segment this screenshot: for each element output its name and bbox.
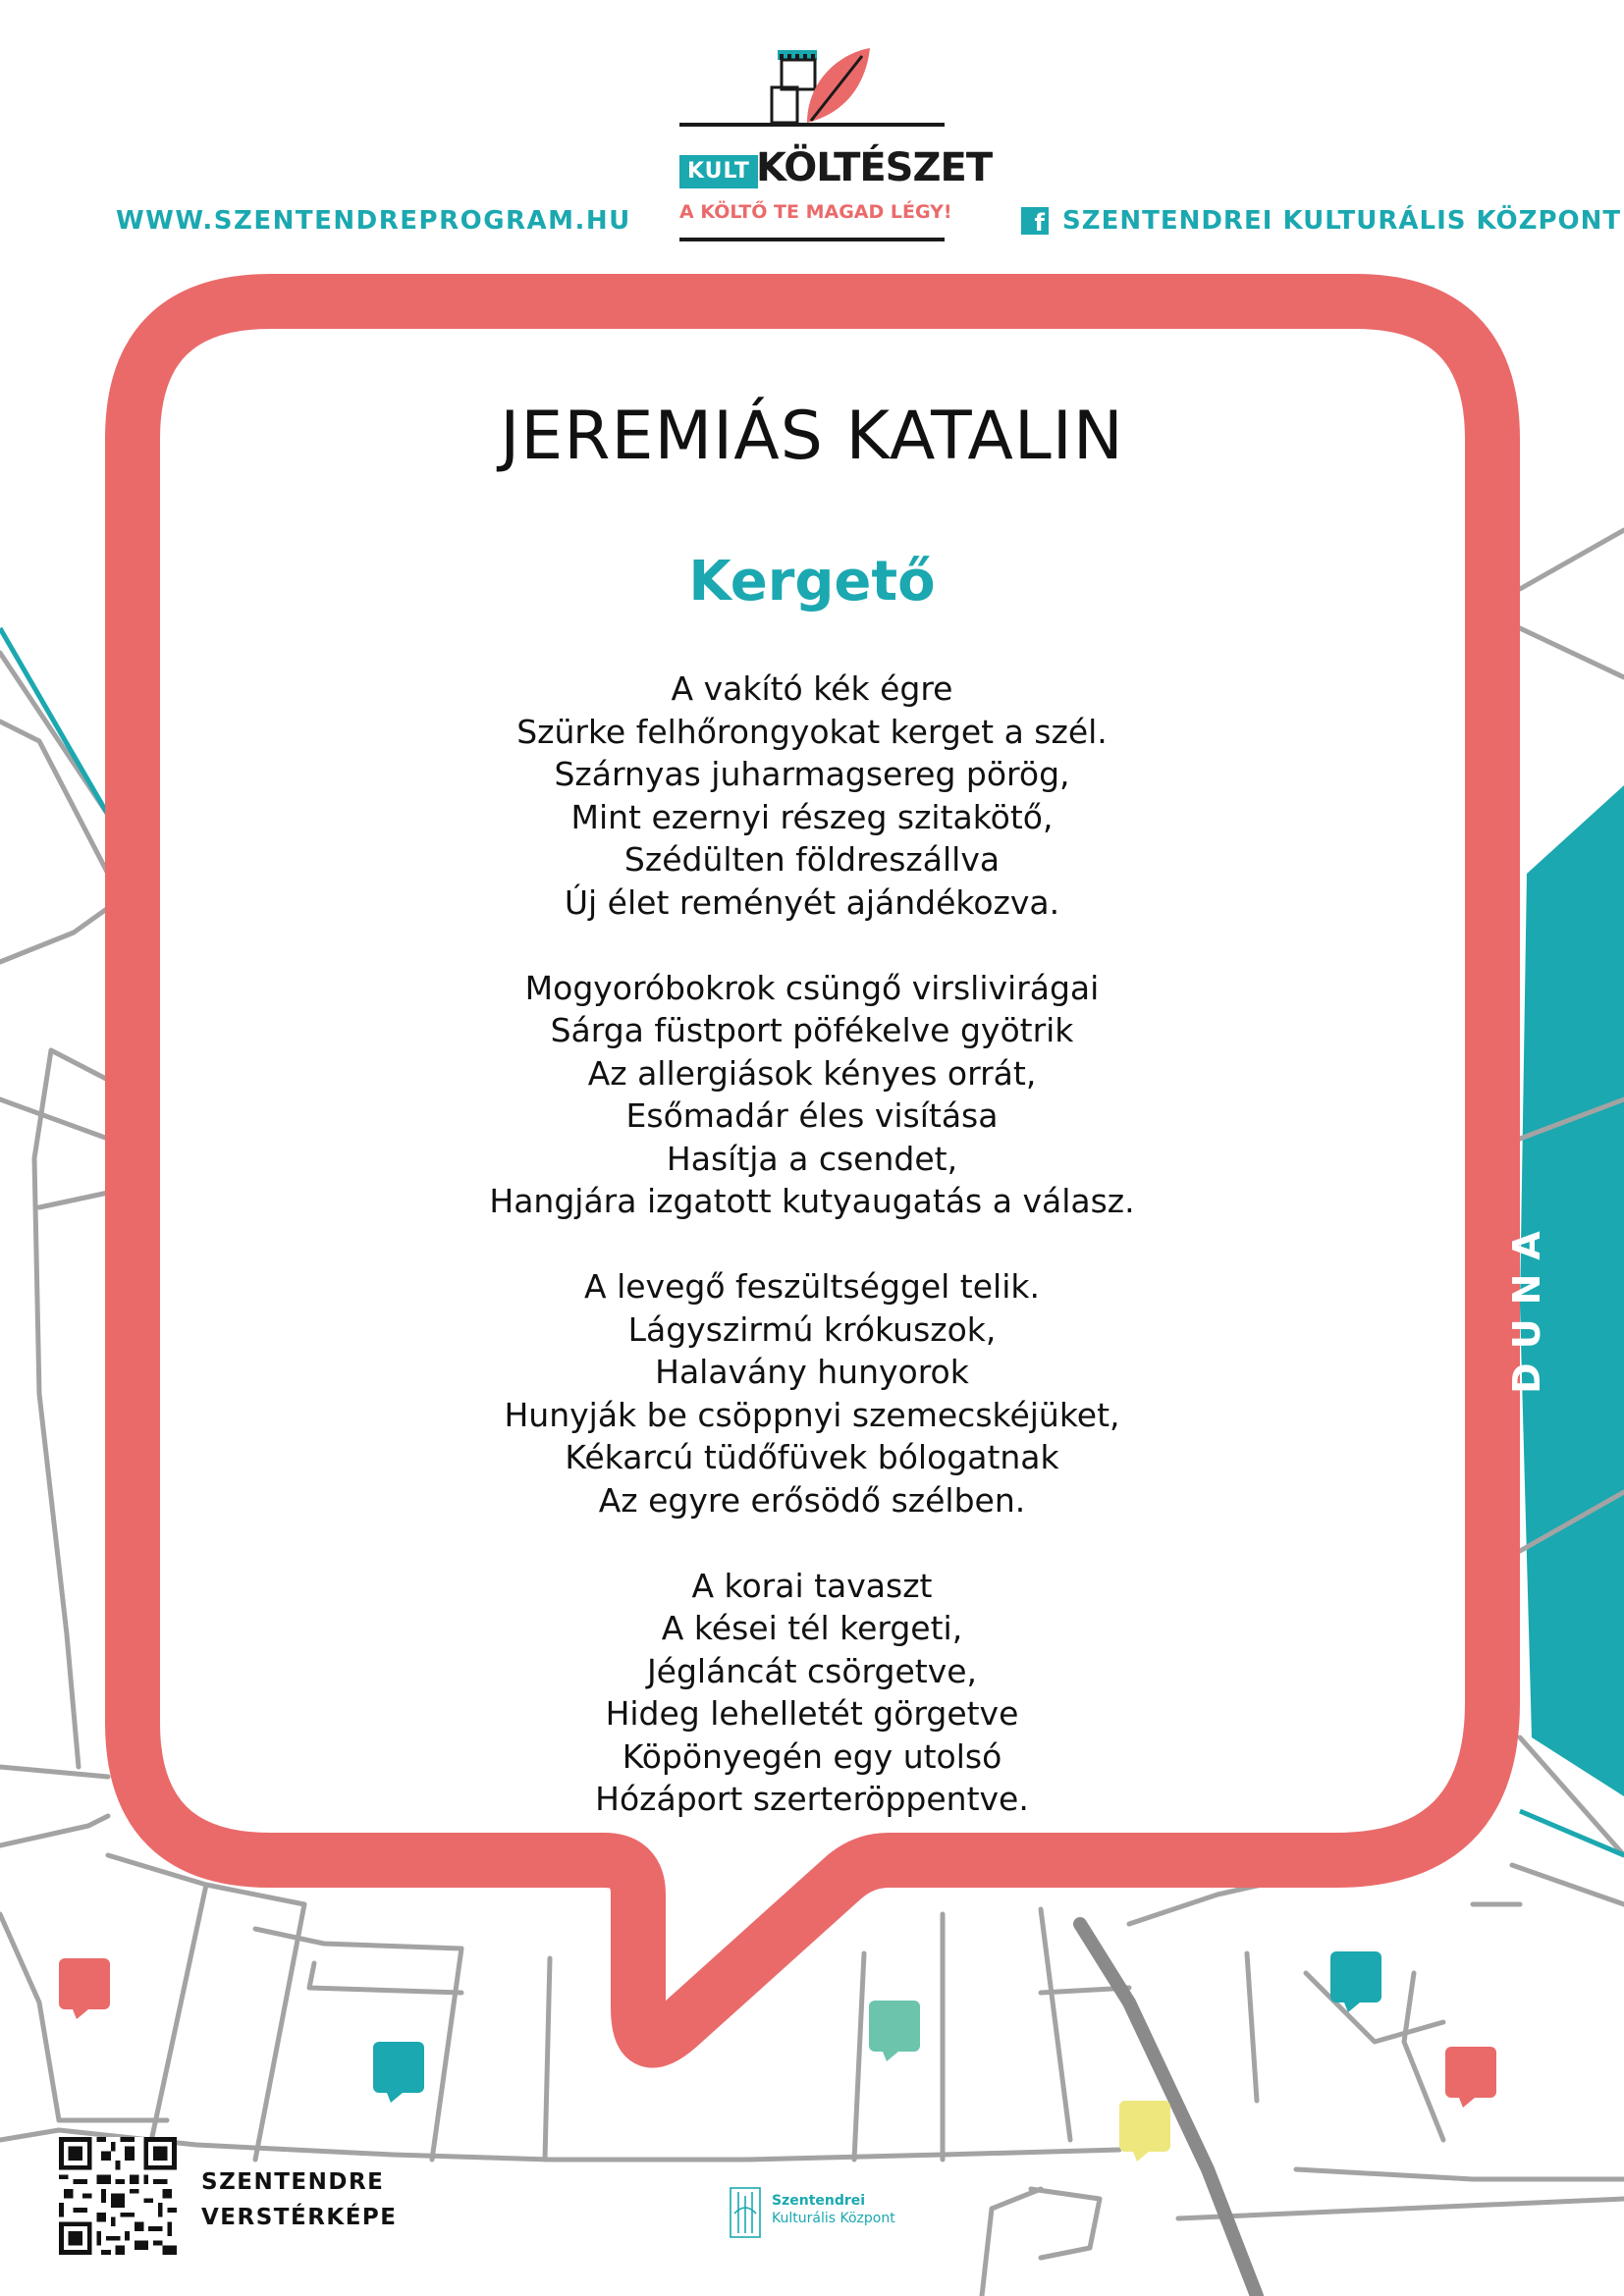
poem-line: Hideg lehelletét görgetve bbox=[605, 1694, 1019, 1733]
poem-stanza bbox=[137, 1265, 1487, 1522]
poem-stanza bbox=[137, 1565, 1487, 1821]
poem-line: Halavány hunyorok bbox=[655, 1353, 969, 1391]
website-link[interactable]: WWW.SZENTENDREPROGRAM.HU bbox=[116, 206, 631, 236]
poem-stanza bbox=[137, 667, 1487, 924]
poem-line: Kékarcú tüdőfüvek bólogatnak bbox=[565, 1438, 1059, 1476]
facebook-icon: f bbox=[1021, 207, 1049, 235]
poem-author: JEREMIÁS KATALIN bbox=[500, 398, 1124, 475]
poem-line: Jégláncát csörgetve, bbox=[646, 1651, 978, 1690]
kult-kolteszet-logo bbox=[679, 44, 993, 245]
poem-line: Az egyre erősödő szélben. bbox=[598, 1480, 1026, 1520]
poet-quill-logo-icon bbox=[768, 44, 876, 125]
verses-map-label bbox=[201, 2164, 398, 2235]
verses-map-label-line2: VERSTÉRKÉPE bbox=[201, 2205, 398, 2230]
poem-line: Köpönyegén egy utolsó bbox=[622, 1736, 1002, 1776]
facebook-page-name: SZENTENDREI KULTURÁLIS KÖZPONT bbox=[1062, 206, 1622, 236]
poem-line: Mint ezernyi részeg szitakötő, bbox=[570, 797, 1054, 836]
organization-name-line1: Szentendrei bbox=[772, 2193, 866, 2209]
poem-line: A kései tél kergeti, bbox=[661, 1609, 963, 1647]
logo-divider bbox=[679, 123, 945, 127]
organization-name bbox=[772, 2192, 895, 2227]
poem-line: Hasítja a csendet, bbox=[666, 1139, 958, 1178]
poem-line: Szédülten földreszállva bbox=[623, 840, 1001, 879]
szentendrei-kulturalis-kozpont-logo bbox=[729, 2184, 905, 2243]
poem-line: Szárnyas juharmagsereg pörög, bbox=[554, 755, 1070, 793]
poem-line: Mogyoróbokrok csüngő virslivirágai bbox=[524, 968, 1100, 1007]
poem-title: Kergető bbox=[688, 550, 936, 614]
poem-stanza bbox=[137, 967, 1487, 1223]
organization-name-line2: Kulturális Központ bbox=[772, 2211, 895, 2226]
poem-body bbox=[137, 667, 1487, 1821]
poem-line: Hózáport szerteröppentve. bbox=[595, 1780, 1029, 1818]
river-label: DUNA bbox=[1505, 1217, 1548, 1394]
poem-line: A levegő feszültséggel telik. bbox=[584, 1267, 1040, 1306]
poem-line: Szürke felhőrongyokat kerget a szél. bbox=[516, 712, 1108, 751]
poem-line: Az allergiások kényes orrát, bbox=[587, 1053, 1037, 1093]
poem-line: Új élet reményét ajándékozva. bbox=[564, 882, 1060, 922]
poem-line: Esőmadár éles visítása bbox=[625, 1096, 999, 1135]
qr-code[interactable] bbox=[59, 2137, 177, 2255]
facebook-link[interactable] bbox=[1021, 206, 1621, 236]
poem-line: Hangjára izgatott kutyaugatás a válasz. bbox=[489, 1182, 1135, 1220]
kult-badge: KULT bbox=[679, 155, 758, 188]
logo-divider bbox=[679, 238, 945, 241]
poem-line: Hunyják be csöppnyi szemecskéjüket, bbox=[504, 1395, 1120, 1434]
poem-line: Lágyszirmú krókuszok, bbox=[627, 1309, 997, 1349]
building-emblem-icon bbox=[729, 2184, 762, 2241]
poem-line: Sárga füstport pöfékelve gyötrik bbox=[550, 1011, 1074, 1049]
logo-slogan: A KÖLTŐ TE MAGAD LÉGY! bbox=[679, 201, 952, 223]
poem-line: A korai tavaszt bbox=[691, 1566, 933, 1605]
poem-line: A vakító kék égre bbox=[671, 669, 953, 708]
verses-map-label-line1: SZENTENDRE bbox=[201, 2169, 385, 2195]
logo-title: KÖLTÉSZET bbox=[756, 145, 993, 190]
